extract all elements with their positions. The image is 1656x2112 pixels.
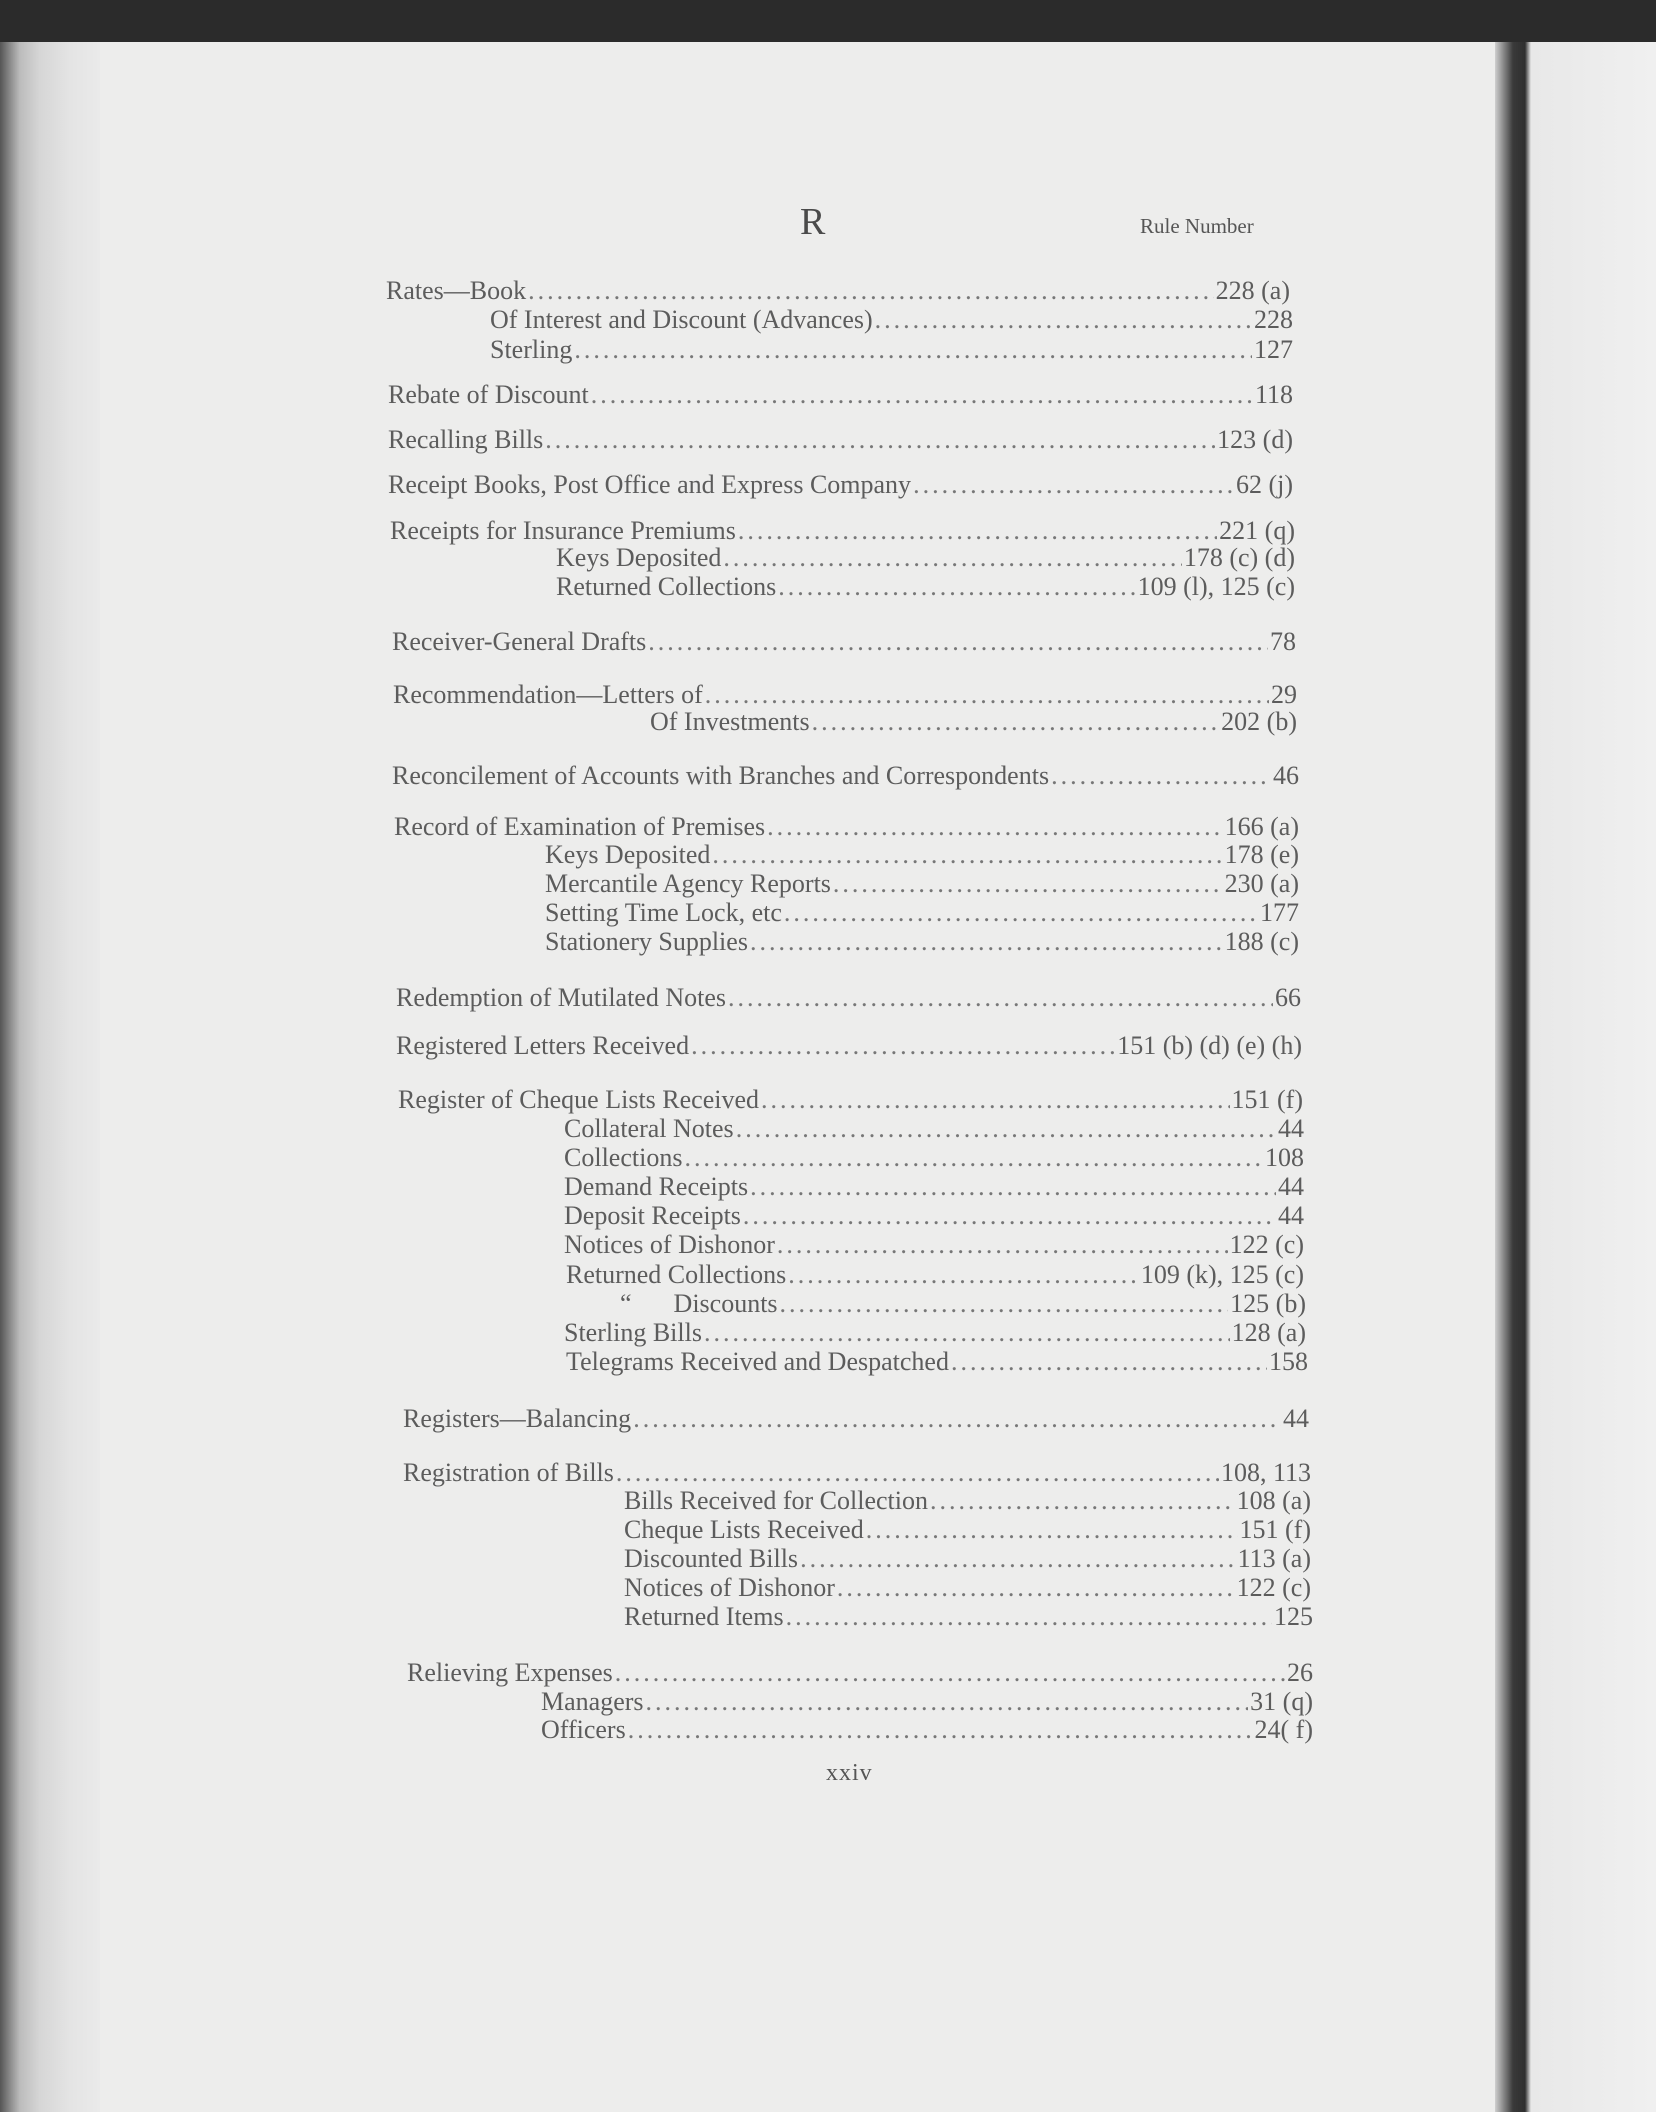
index-entry-registration-collection xyxy=(624,1486,1311,1516)
leader-dots xyxy=(1051,761,1271,791)
leader-dots xyxy=(800,1544,1236,1574)
leader-dots xyxy=(784,898,1258,928)
entry-label: Redemption of Mutilated Notes xyxy=(396,983,727,1012)
entry-rule-number: 221 (q) xyxy=(1219,516,1295,545)
entry-rule-number: 125 xyxy=(1274,1602,1313,1631)
entry-label: Demand Receipts xyxy=(564,1172,749,1201)
entry-label: Register of Cheque Lists Received xyxy=(398,1085,760,1114)
entry-rule-number: 24( f) xyxy=(1254,1715,1313,1744)
entry-label: Collections xyxy=(564,1143,683,1172)
leader-dots xyxy=(930,1486,1235,1516)
index-entry-register xyxy=(398,1085,1303,1115)
index-entry-register-collections xyxy=(564,1143,1304,1173)
index-entry-record xyxy=(394,812,1299,842)
index-entry-rates-sterling xyxy=(490,335,1293,365)
index-entry-registration-discounted xyxy=(624,1544,1311,1574)
entry-label: Mercantile Agency Reports xyxy=(545,869,831,898)
index-entry-register-sterling xyxy=(564,1318,1306,1348)
entry-rule-number: 108, 113 xyxy=(1220,1458,1311,1487)
leader-dots xyxy=(684,1143,1263,1173)
entry-label: Stationery Supplies xyxy=(545,927,748,956)
scan-top-border xyxy=(0,0,1656,42)
index-entry-record-stationery xyxy=(545,927,1299,957)
leader-dots xyxy=(750,1172,1276,1202)
index-entry-receipts-returned xyxy=(556,572,1295,602)
entry-label: Of Interest and Discount (Advances) xyxy=(490,305,873,334)
leader-dots xyxy=(574,335,1252,365)
entry-rule-number: 123 (d) xyxy=(1217,425,1293,454)
entry-label: Bills Received for Collection xyxy=(624,1486,928,1515)
page-edges xyxy=(0,42,110,2112)
leader-dots xyxy=(545,425,1215,455)
index-entry-rates-book xyxy=(386,276,1290,306)
entry-rule-number: 128 (a) xyxy=(1231,1318,1306,1347)
entry-label: Registered Letters Received xyxy=(396,1031,690,1060)
leader-dots xyxy=(736,1114,1276,1144)
entry-rule-number: 62 (j) xyxy=(1235,470,1293,499)
entry-label: Collateral Notes xyxy=(564,1114,734,1143)
entry-rule-number: 151 (b) (d) (e) (h) xyxy=(1117,1031,1302,1060)
ditto-mark: “ xyxy=(620,1289,632,1318)
leader-dots xyxy=(743,1201,1276,1231)
entry-rule-number: 151 (f) xyxy=(1231,1085,1303,1114)
entry-label: Receipts for Insurance Premiums xyxy=(390,516,736,545)
leader-dots xyxy=(738,516,1217,546)
leader-dots xyxy=(591,380,1253,410)
index-entry-register-deposit xyxy=(564,1201,1304,1231)
entry-label: Deposit Receipts xyxy=(564,1201,741,1230)
index-entry-recalling xyxy=(388,425,1293,455)
entry-label: Notices of Dishonor xyxy=(624,1573,835,1602)
leader-dots xyxy=(712,840,1222,870)
index-entry-recommendation-investments xyxy=(650,707,1297,737)
entry-rule-number: 31 (q) xyxy=(1250,1687,1313,1716)
entry-label: Discounts xyxy=(673,1289,778,1318)
index-entry-record-mercantile xyxy=(545,869,1299,899)
entry-label: Recommendation—Letters of xyxy=(393,680,703,709)
leader-dots xyxy=(951,1347,1267,1377)
index-entry-receiver-general xyxy=(392,627,1296,657)
entry-label: Setting Time Lock, etc xyxy=(545,898,782,927)
entry-rule-number: 158 xyxy=(1269,1347,1308,1376)
entry-label: Officers xyxy=(541,1715,626,1744)
entry-label: Discounted Bills xyxy=(624,1544,799,1573)
entry-label: Cheque Lists Received xyxy=(624,1515,864,1544)
leader-dots xyxy=(615,1658,1285,1688)
leader-dots xyxy=(833,869,1223,899)
entry-rule-number: 228 xyxy=(1254,305,1293,334)
index-entry-record-time-lock xyxy=(545,898,1299,928)
entry-label: Notices of Dishonor xyxy=(564,1230,775,1259)
index-entry-registration-returned-items xyxy=(624,1602,1313,1632)
entry-label: Returned Collections xyxy=(566,1260,787,1289)
leader-dots xyxy=(837,1573,1235,1603)
entry-label: Keys Deposited xyxy=(545,840,711,869)
leader-dots xyxy=(628,1715,1253,1745)
entry-rule-number: 188 (c) xyxy=(1224,927,1299,956)
entry-rule-number: 118 xyxy=(1254,380,1293,409)
entry-rule-number: 122 (c) xyxy=(1229,1230,1304,1259)
leader-dots xyxy=(767,812,1223,842)
entry-label: Sterling Bills xyxy=(564,1318,702,1347)
index-entry-register-demand xyxy=(564,1172,1304,1202)
index-entry-relieving-managers xyxy=(541,1687,1313,1717)
leader-dots xyxy=(777,1230,1228,1260)
leader-dots xyxy=(788,1260,1139,1290)
entry-rule-number: 109 (k), 125 (c) xyxy=(1140,1260,1304,1289)
entry-rule-number: 113 (a) xyxy=(1237,1544,1311,1573)
index-entry-rebate xyxy=(388,380,1293,410)
entry-label: Receipt Books, Post Office and Express Company xyxy=(388,470,912,499)
index-entry-redemption xyxy=(396,983,1301,1013)
leader-dots xyxy=(723,543,1181,573)
leader-dots xyxy=(786,1602,1272,1632)
index-entry-reconcilement xyxy=(392,761,1299,791)
page-number: xxiv xyxy=(826,1760,873,1786)
index-entry-registration-dishonor xyxy=(624,1573,1311,1603)
entry-rule-number: 125 (b) xyxy=(1230,1289,1306,1318)
entry-rule-number: 177 xyxy=(1260,898,1299,927)
entry-label: Recalling Bills xyxy=(388,425,544,454)
entry-label: Keys Deposited xyxy=(556,543,722,572)
entry-rule-number: 122 (c) xyxy=(1236,1573,1311,1602)
entry-rule-number: 178 (c) (d) xyxy=(1183,543,1295,572)
index-entry-registered-letters xyxy=(396,1031,1302,1061)
index-entry-registers xyxy=(403,1404,1309,1434)
entry-rule-number: 108 (a) xyxy=(1236,1486,1311,1515)
leader-dots xyxy=(728,983,1273,1013)
index-entry-receipt-books xyxy=(388,470,1293,500)
index-entry-rates-interest xyxy=(490,305,1293,335)
entry-label: Of Investments xyxy=(650,707,810,736)
index-entry-register-telegrams xyxy=(566,1347,1308,1377)
entry-label: Returned Collections xyxy=(556,572,777,601)
leader-dots xyxy=(761,1085,1229,1115)
entry-label: Record of Examination of Premises xyxy=(394,812,766,841)
entry-rule-number: 228 (a) xyxy=(1215,276,1290,305)
entry-rule-number: 166 (a) xyxy=(1224,812,1299,841)
entry-rule-number: 202 (b) xyxy=(1221,707,1297,736)
leader-dots xyxy=(866,1515,1238,1545)
leader-dots xyxy=(705,680,1269,710)
entry-rule-number: 44 xyxy=(1278,1201,1304,1230)
leader-dots xyxy=(913,470,1234,500)
entry-rule-number: 29 xyxy=(1271,680,1297,709)
entry-rule-number: 26 xyxy=(1287,1658,1313,1687)
entry-label: Registration of Bills xyxy=(403,1458,614,1487)
index-entry-register-collateral xyxy=(564,1114,1304,1144)
entry-rule-number: 108 xyxy=(1265,1143,1304,1172)
leader-dots xyxy=(528,276,1214,306)
leader-dots xyxy=(778,572,1135,602)
section-letter: R xyxy=(800,201,826,243)
book-gutter xyxy=(1495,42,1656,2112)
entry-label: Receiver-General Drafts xyxy=(392,627,647,656)
index-entry-registration xyxy=(403,1458,1311,1488)
entry-label: Registers—Balancing xyxy=(403,1404,632,1433)
leader-dots xyxy=(750,927,1223,957)
index-entry-register-returned xyxy=(566,1260,1304,1290)
leader-dots xyxy=(691,1031,1115,1061)
index-entry-register-discounts xyxy=(620,1289,1306,1319)
leader-dots xyxy=(875,305,1252,335)
entry-rule-number: 44 xyxy=(1283,1404,1309,1433)
leader-dots xyxy=(646,1687,1249,1717)
index-entry-recommendation xyxy=(393,680,1297,710)
entry-label: Relieving Expenses xyxy=(407,1658,613,1687)
entry-rule-number: 151 (f) xyxy=(1239,1515,1311,1544)
entry-label: Reconcilement of Accounts with Branches and Correspondents xyxy=(392,761,1050,790)
entry-rule-number: 78 xyxy=(1270,627,1296,656)
entry-label: Returned Items xyxy=(624,1602,784,1631)
entry-label: Sterling xyxy=(490,335,573,364)
index-entry-relieving xyxy=(407,1658,1313,1688)
index-entry-record-keys xyxy=(545,840,1299,870)
index-entry-receipts xyxy=(390,516,1295,546)
leader-dots xyxy=(704,1318,1230,1348)
entry-label: Rebate of Discount xyxy=(388,380,589,409)
entry-rule-number: 66 xyxy=(1275,983,1301,1012)
entry-label: Telegrams Received and Despatched xyxy=(566,1347,949,1376)
index-entry-receipts-keys xyxy=(556,543,1295,573)
index-entry-relieving-officers xyxy=(541,1715,1313,1745)
index-entry-registration-cheque-lists xyxy=(624,1515,1311,1545)
leader-dots xyxy=(616,1458,1219,1488)
leader-dots xyxy=(812,707,1220,737)
index-entry-register-dishonor xyxy=(564,1230,1304,1260)
entry-label: Rates—Book xyxy=(386,276,527,305)
leader-dots xyxy=(648,627,1268,657)
entry-rule-number: 109 (l), 125 (c) xyxy=(1137,572,1295,601)
leader-dots xyxy=(633,1404,1281,1434)
entry-rule-number: 178 (e) xyxy=(1224,840,1299,869)
leader-dots xyxy=(780,1289,1229,1319)
entry-rule-number: 230 (a) xyxy=(1224,869,1299,898)
entry-rule-number: 127 xyxy=(1254,335,1293,364)
entry-rule-number: 44 xyxy=(1278,1172,1304,1201)
rule-number-heading: Rule Number xyxy=(1140,214,1254,238)
entry-rule-number: 46 xyxy=(1273,761,1299,790)
entry-label: Managers xyxy=(541,1687,644,1716)
entry-rule-number: 44 xyxy=(1278,1114,1304,1143)
